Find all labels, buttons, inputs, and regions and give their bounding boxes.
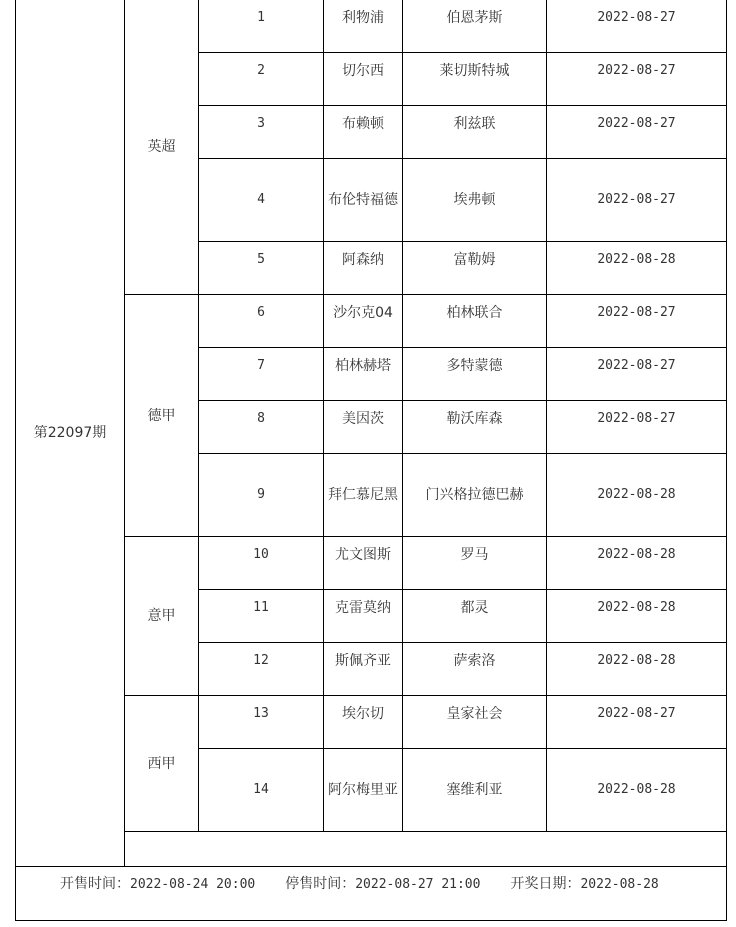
match-number: 5 <box>199 242 324 295</box>
match-date: 2022-08-27 <box>547 348 727 401</box>
match-date: 2022-08-27 <box>547 696 727 749</box>
away-team: 柏林联合 <box>403 295 547 348</box>
match-number: 1 <box>199 0 324 53</box>
match-number: 9 <box>199 454 324 537</box>
sale-info-line <box>16 867 726 903</box>
match-date: 2022-08-28 <box>547 590 727 643</box>
sale-start-value: 2022-08-24 20:00 <box>130 877 256 892</box>
league-cell: 英超 <box>125 0 199 295</box>
sale-stop-label: 停售时间： <box>285 876 356 892</box>
away-team: 萨索洛 <box>403 643 547 696</box>
home-team: 埃尔切 <box>324 696 403 749</box>
home-team: 切尔西 <box>324 53 403 106</box>
match-number: 7 <box>199 348 324 401</box>
fixture-table <box>15 0 727 921</box>
away-team: 罗马 <box>403 537 547 590</box>
away-team: 多特蒙德 <box>403 348 547 401</box>
home-team: 斯佩齐亚 <box>324 643 403 696</box>
match-date: 2022-08-27 <box>547 0 727 53</box>
match-number: 6 <box>199 295 324 348</box>
away-team: 塞维利亚 <box>403 749 547 832</box>
issue-cell: 第22097期 <box>16 0 125 867</box>
home-team: 尤文图斯 <box>324 537 403 590</box>
away-team: 埃弗顿 <box>403 159 547 242</box>
table-row <box>16 0 727 53</box>
footer-cell <box>16 867 727 921</box>
home-team: 拜仁慕尼黑 <box>324 454 403 537</box>
home-team: 柏林赫塔 <box>324 348 403 401</box>
fixture-table-container <box>15 0 726 921</box>
match-number: 14 <box>199 749 324 832</box>
match-number: 8 <box>199 401 324 454</box>
away-team: 伯恩茅斯 <box>403 0 547 53</box>
league-cell: 德甲 <box>125 295 199 537</box>
match-number: 4 <box>199 159 324 242</box>
draw-date <box>510 869 658 900</box>
home-team: 利物浦 <box>324 0 403 53</box>
match-date: 2022-08-28 <box>547 242 727 295</box>
match-date: 2022-08-27 <box>547 401 727 454</box>
away-team: 富勒姆 <box>403 242 547 295</box>
blank-cell <box>125 832 727 867</box>
match-number: 11 <box>199 590 324 643</box>
sale-stop <box>285 869 480 900</box>
match-date: 2022-08-27 <box>547 159 727 242</box>
match-number: 13 <box>199 696 324 749</box>
away-team: 利兹联 <box>403 106 547 159</box>
sale-stop-value: 2022-08-27 21:00 <box>355 877 481 892</box>
away-team: 门兴格拉德巴赫 <box>403 454 547 537</box>
away-team: 勒沃库森 <box>403 401 547 454</box>
match-date: 2022-08-27 <box>547 106 727 159</box>
home-team: 阿尔梅里亚 <box>324 749 403 832</box>
away-team: 莱切斯特城 <box>403 53 547 106</box>
away-team: 都灵 <box>403 590 547 643</box>
sale-start <box>60 869 255 900</box>
league-cell: 意甲 <box>125 537 199 696</box>
match-date: 2022-08-28 <box>547 643 727 696</box>
match-date: 2022-08-28 <box>547 454 727 537</box>
match-date: 2022-08-28 <box>547 749 727 832</box>
footer-row <box>16 867 727 921</box>
away-team: 皇家社会 <box>403 696 547 749</box>
match-number: 10 <box>199 537 324 590</box>
match-date: 2022-08-27 <box>547 295 727 348</box>
home-team: 布伦特福德 <box>324 159 403 242</box>
match-date: 2022-08-27 <box>547 53 727 106</box>
match-number: 3 <box>199 106 324 159</box>
sale-start-label: 开售时间： <box>60 876 130 892</box>
home-team: 美因茨 <box>324 401 403 454</box>
home-team: 布赖顿 <box>324 106 403 159</box>
league-cell: 西甲 <box>125 696 199 832</box>
match-date: 2022-08-28 <box>547 537 727 590</box>
match-number: 12 <box>199 643 324 696</box>
draw-date-label: 开奖日期： <box>510 876 581 892</box>
home-team: 沙尔克04 <box>324 295 403 348</box>
home-team: 阿森纳 <box>324 242 403 295</box>
home-team: 克雷莫纳 <box>324 590 403 643</box>
draw-date-value: 2022-08-28 <box>580 877 659 892</box>
match-number: 2 <box>199 53 324 106</box>
